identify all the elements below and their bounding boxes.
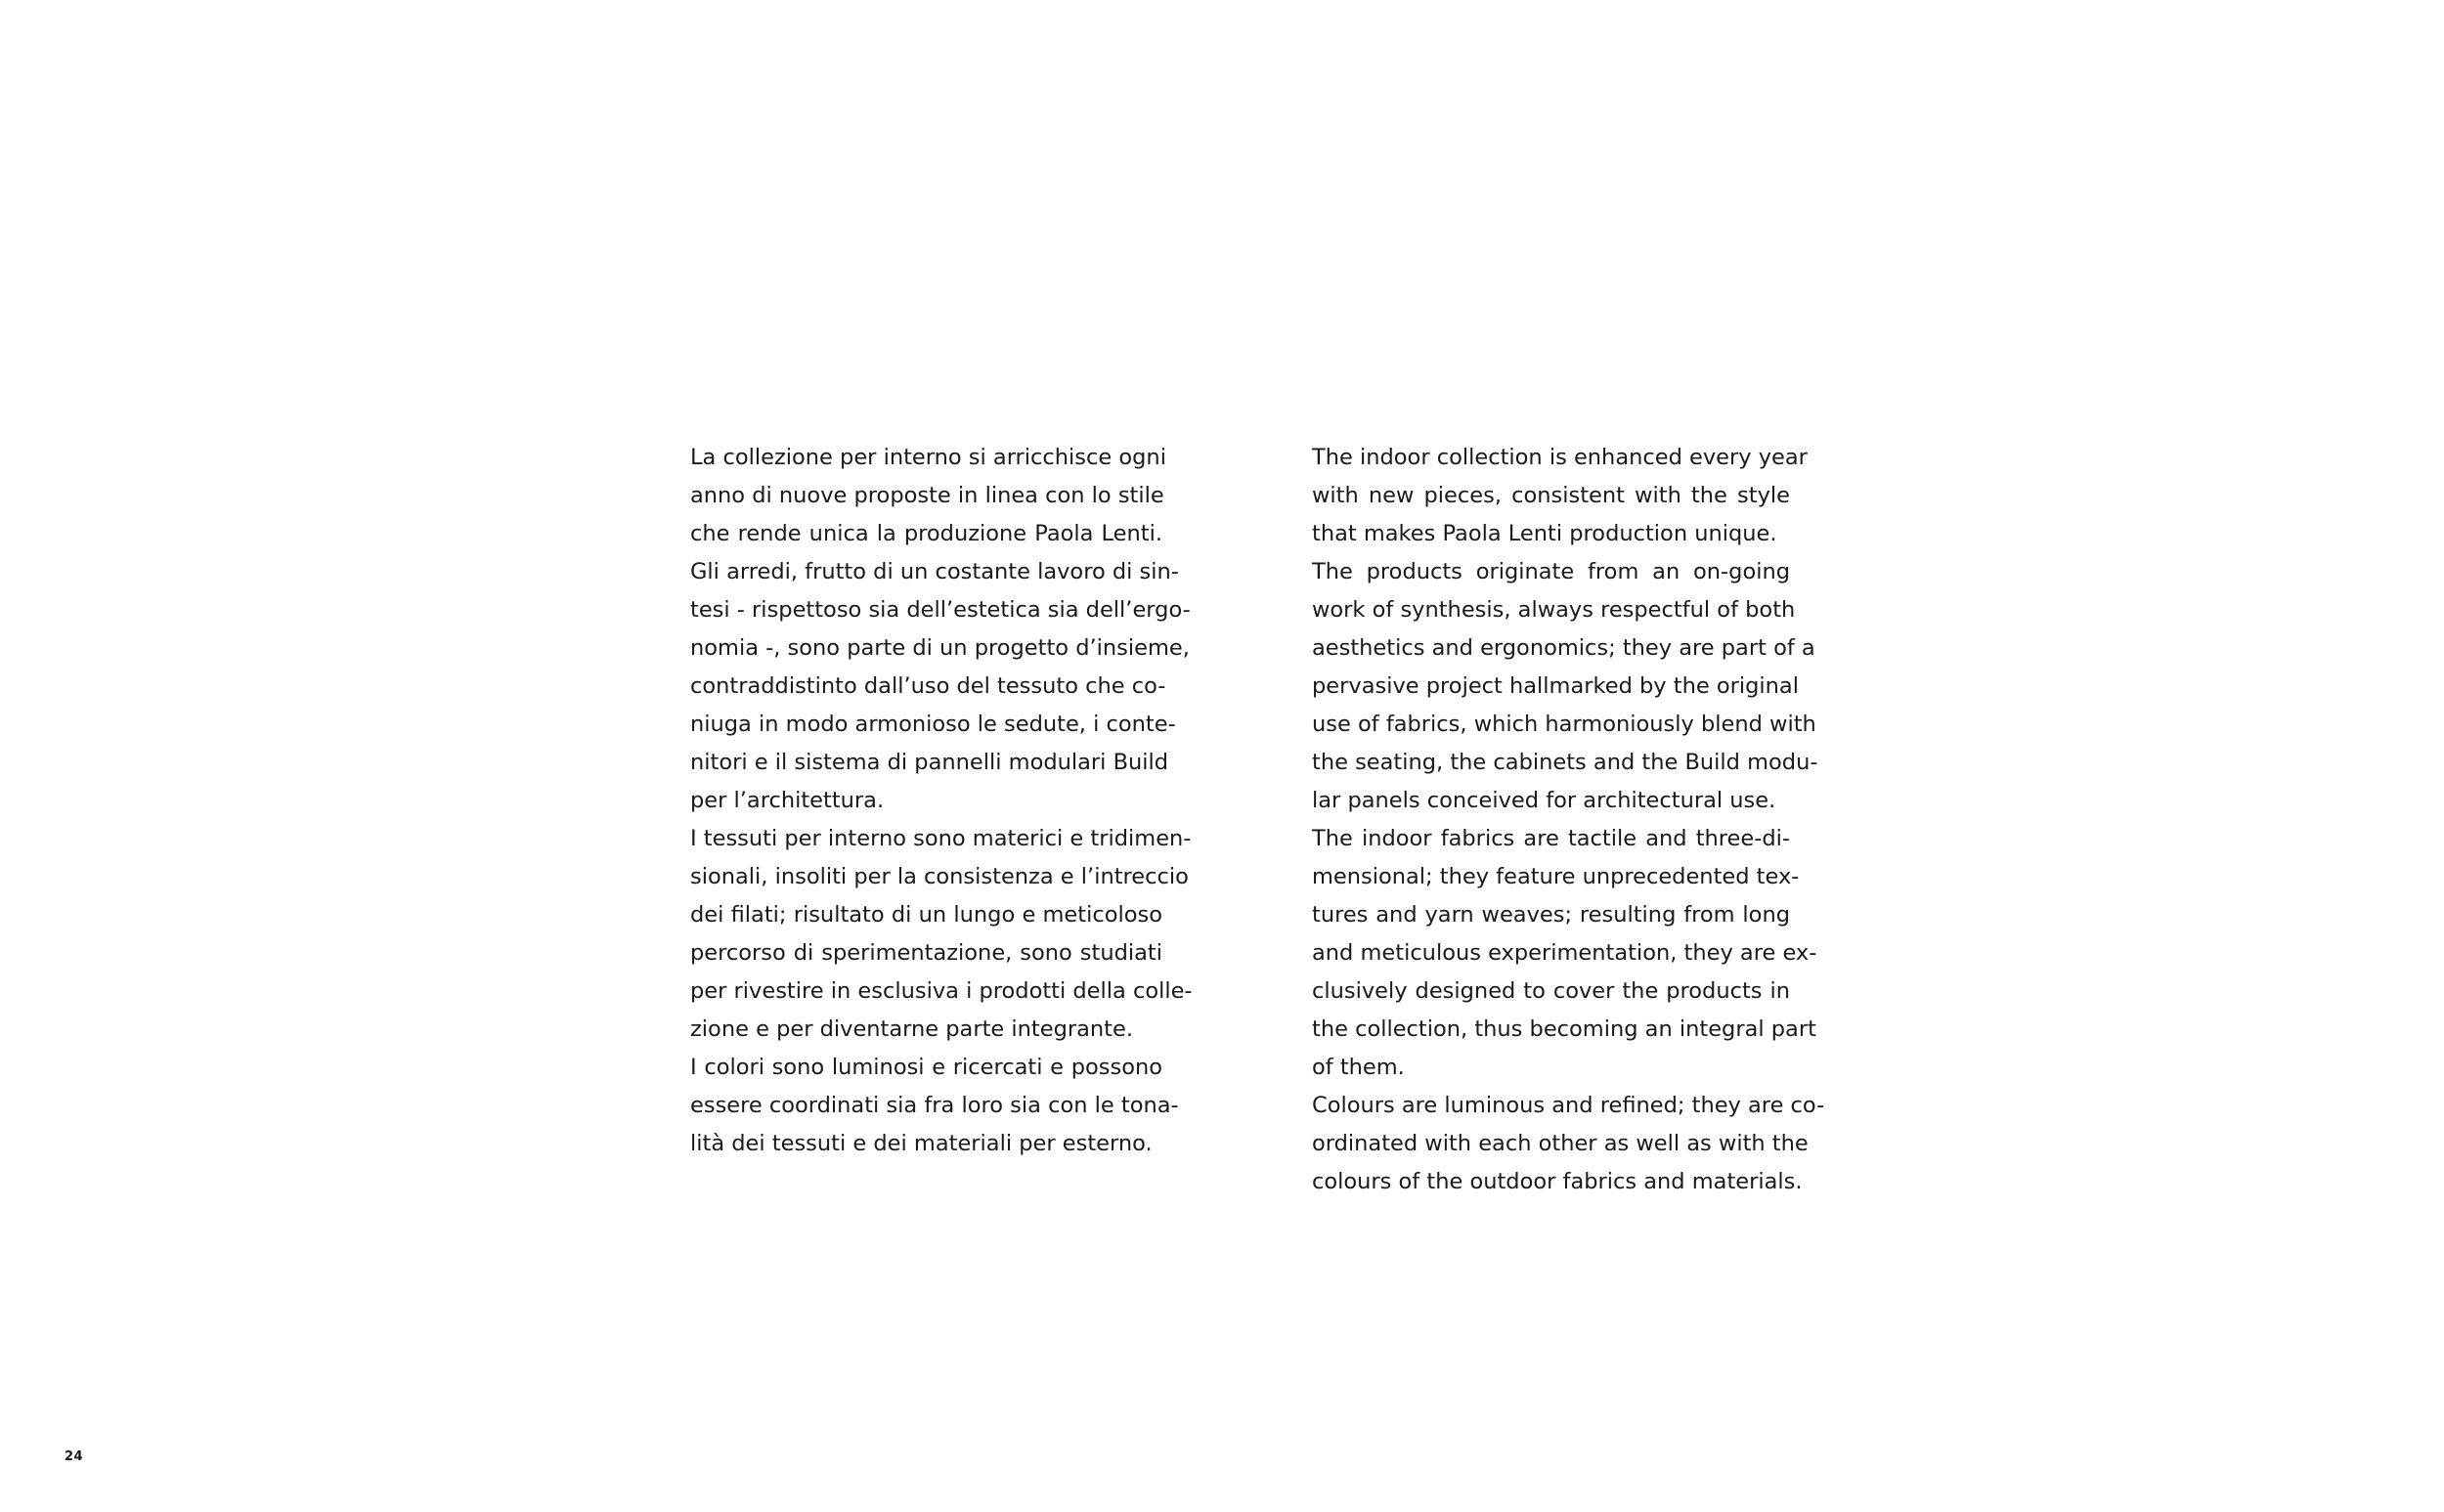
- italian-text-line: lità dei tessuti e dei materiali per esterno.: [690, 1131, 1153, 1156]
- english-text-line: The indoor collection is enhanced every year: [1312, 445, 1808, 470]
- italian-text-column: [690, 439, 1193, 1163]
- italian-text-line: essere coordinati sia fra loro sia con le tona-: [690, 1093, 1179, 1118]
- english-text-line: colours of the outdoor fabrics and materials.: [1312, 1169, 1803, 1194]
- english-text-line: The indoor fabrics are tactile and three-di-: [1312, 826, 1790, 851]
- english-text-line: with new pieces, consistent with the style: [1312, 483, 1790, 508]
- page-number: 24: [65, 1449, 84, 1464]
- italian-text-line: per l’architettura.: [690, 788, 885, 813]
- english-text-column: [1312, 439, 1825, 1201]
- italian-text-line: niuga in modo armonioso le sedute, i conte-: [690, 712, 1176, 737]
- english-text-line: work of synthesis, always respectful of both: [1312, 597, 1796, 623]
- italian-text-line: anno di nuove proposte in linea con lo stile: [690, 483, 1164, 508]
- italian-text-line: nomia -, sono parte di un progetto d’insieme,: [690, 635, 1190, 661]
- italian-text-line: I tessuti per interno sono materici e tridimen-: [690, 826, 1192, 851]
- italian-text-line: contraddistinto dall’uso del tessuto che co-: [690, 673, 1166, 699]
- italian-text-line: percorso di sperimentazione, sono studiati: [690, 940, 1162, 966]
- english-text-line: clusively designed to cover the products in: [1312, 978, 1790, 1004]
- italian-text-line: per rivestire in esclusiva i prodotti della colle-: [690, 978, 1193, 1004]
- english-text-line: that makes Paola Lenti production unique.: [1312, 521, 1777, 546]
- english-text-line: The products originate from an on-going: [1312, 559, 1790, 584]
- italian-text-line: tesi - rispettoso sia dell’estetica sia dell’ergo-: [690, 597, 1191, 623]
- english-text-line: ordinated with each other as well as with the: [1312, 1131, 1809, 1156]
- english-text-line: lar panels conceived for architectural use.: [1312, 788, 1776, 813]
- italian-text-line: I colori sono luminosi e ricercati e possono: [690, 1055, 1162, 1080]
- english-text-line: mensional; they feature unprecedented tex-: [1312, 864, 1800, 889]
- italian-text-line: La collezione per interno si arricchisce ogni: [690, 445, 1166, 470]
- english-text-line: pervasive project hallmarked by the original: [1312, 673, 1799, 699]
- italian-text-line: nitori e il sistema di pannelli modulari Build: [690, 750, 1169, 775]
- english-text-line: use of fabrics, which harmoniously blend with: [1312, 712, 1816, 737]
- italian-text-line: che rende unica la produzione Paola Lenti.: [690, 521, 1162, 546]
- english-text-line: of them.: [1312, 1055, 1405, 1080]
- english-text-line: the collection, thus becoming an integral part: [1312, 1016, 1816, 1042]
- english-text-line: Colours are luminous and refined; they are co-: [1312, 1093, 1825, 1118]
- italian-text-line: Gli arredi, frutto di un costante lavoro di sin-: [690, 559, 1179, 584]
- english-text-line: and meticulous experimentation, they are ex-: [1312, 940, 1817, 966]
- italian-text-line: dei filati; risultato di un lungo e meticoloso: [690, 902, 1162, 928]
- italian-text-line: zione e per diventarne parte integrante.: [690, 1016, 1133, 1042]
- english-text-line: aesthetics and ergonomics; they are part of a: [1312, 635, 1815, 661]
- english-text-line: the seating, the cabinets and the Build modu-: [1312, 750, 1818, 775]
- italian-text-line: sionali, insoliti per la consistenza e l’intreccio: [690, 864, 1189, 889]
- english-text-line: tures and yarn weaves; resulting from long: [1312, 902, 1790, 928]
